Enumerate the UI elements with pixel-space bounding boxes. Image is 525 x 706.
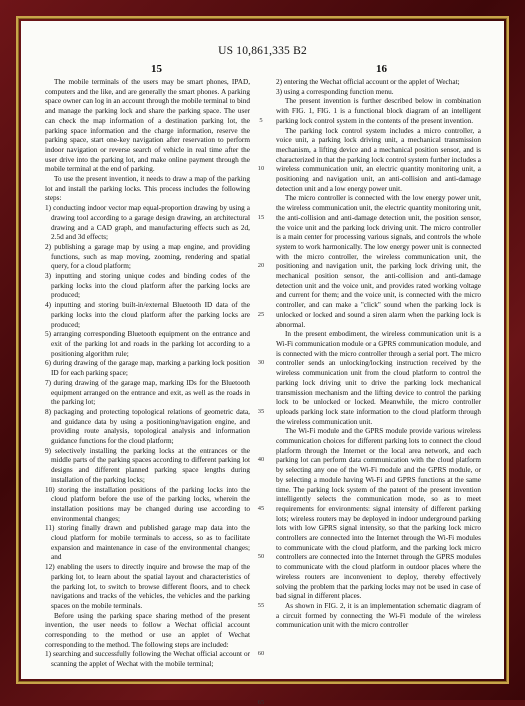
line-number: 30 bbox=[257, 359, 265, 367]
paragraph: 10) storing the installation positions of the parking locks into the cloud platform before the use of the parking locks, wherein the installation positions may be changed during use according to environmental changes; bbox=[45, 485, 250, 523]
paragraph: 11) storing finally drawn and published garage map data into the cloud platform for mobile terminals to access, so as to facilitate expansion and maintenance in case of the environmental changes; and bbox=[45, 524, 250, 562]
left-column-number: 15 bbox=[151, 63, 162, 75]
paragraph: 3) inputting and storing unique codes and binding codes of the parking locks into the cloud platform after the parking locks are produced; bbox=[45, 272, 250, 300]
paragraph: 2) entering the Wechat official account or the applet of Wechat; bbox=[276, 78, 460, 86]
paragraph: 1) searching and successfully following the Wechat official account or scanning the applet of Wechat with the mobile terminal; bbox=[45, 650, 250, 669]
right-text-column bbox=[276, 78, 481, 631]
paragraph: 6) during drawing of the garage map, marking a parking lock position ID for each parking space; bbox=[45, 359, 250, 378]
left-text-column bbox=[45, 78, 250, 670]
patent-page bbox=[21, 21, 504, 706]
paragraph: To use the present invention, it needs to draw a map of the parking lot and install the parking locks. This process includes the following steps: bbox=[45, 175, 250, 203]
paragraph: 7) during drawing of the garage map, marking IDs for the Bluetooth equipment arranged on the entrance and exit, as well as the roads in the parking lot; bbox=[45, 378, 250, 407]
paragraph: 8) packaging and protecting topological relations of geometric data, and guidance data by using a positioning/navigation engine, and providing route analysis, topological analysis and information guidance functions for the cloud platform; bbox=[45, 407, 250, 446]
line-number: 35 bbox=[257, 407, 265, 415]
line-number: 45 bbox=[257, 504, 265, 512]
paragraph: The present invention is further described below in combination with FIG. 1, FIG. 1 is a functional block diagram of an intelligent parking lock control system in the contents of the present invention. bbox=[276, 97, 481, 125]
paragraph: 2) publishing a garage map by using a map engine, and providing functions, such as map moving, zooming, rendering and spatial query, for a cloud platform; bbox=[45, 242, 250, 271]
line-number: 55 bbox=[257, 601, 265, 609]
paragraph: As shown in FIG. 2, it is an implementation schematic diagram of a circuit formed by connecting the Wi-Fi module of the wireless communication unit with the micro controller bbox=[276, 601, 481, 630]
right-column-number: 16 bbox=[376, 63, 387, 75]
line-number: 20 bbox=[257, 262, 265, 270]
line-number: 25 bbox=[257, 310, 265, 318]
paragraph: The mobile terminals of the users may be smart phones, IPAD, computers and the like, and are generally the smart phones. A parking space owner can log in an account through the mobile terminal to bind and manage the parking lock and share the parking space. The user can check the map information of a destination parking lot, the parking space information and the charge information, reserve the parking space, start one-key navigation after reservation to perform indoor navigation or reverse search of vehicle in real time after the user drive into the parking lot, and make online payment through the mobile terminal at the end of parking. bbox=[45, 78, 250, 174]
paragraph: The parking lock control system includes a micro controller, a voice unit, a parking lock driving unit, a mechanical transmission mechanism, a lifting device and a mechanical position sensor, and is characterized in that the parking lock control system further includes a wireless communication unit, an electric quantity monitoring unit, a positioning and navigation unit, an anti-collision and anti-damage detection unit and a low energy power unit. bbox=[276, 126, 481, 193]
patent-number: US 10,861,335 B2 bbox=[218, 45, 307, 57]
paragraph: 4) inputting and storing built-in/external Bluetooth ID data of the parking locks into the cloud platform after the parking locks are produced; bbox=[45, 301, 250, 329]
line-number: 10 bbox=[257, 165, 265, 173]
paragraph: The Wi-Fi module and the GPRS module provide various wireless communication choices for different parking lots to connect the cloud platform through the Internet or the local area network, and each parking lot can perform data communication with the cloud platform by selecting any one of the Wi-Fi module and the GPRS module, or by selecting a module having Wi-Fi and GPRS functions at the same time. The parking lock system of the patent of the present invention intelligently selects the communication mode, so as to meet requirements for environments: signal intensity of different parking lots; wireless routers may be deployed in indoor underground parking lots with low GPRS signal intensity, so that the parking lock micro controllers are connected into the Internet through the Wi-Fi modules to communicate with the cloud platform, and the parking lock micro controllers are connected into the Internet through the GPRS modules to communicate with the cloud platform in outdoor places where the wireless routers are inconvenient to deploy, thereby effectively solving the problem that the parking locks may not be used in case of bad signal in different places. bbox=[276, 427, 481, 601]
line-number: 50 bbox=[257, 553, 265, 561]
paragraph: 9) selectively installing the parking locks at the entrances or the middle parts of the parking spaces according to different parking lot designs and different planned parking space lengths during installation of the parking locks; bbox=[45, 446, 250, 484]
paragraph: 5) arranging corresponding Bluetooth equipment on the entrance and exit of the parking lot and roads in the parking lot according to a positioning algorithm rule; bbox=[45, 330, 250, 358]
paragraph: 3) using a corresponding function menu. bbox=[276, 87, 394, 96]
paragraph: The micro controller is connected with the low energy power unit, the wireless communication unit, the electric quantity monitoring unit, the anti-collision and anti-damage detection unit, the position sensor, the voice unit and the parking lock driving unit. The micro controller is a main center for processing various signals, and controls the whole system to work harmonically. The low energy power unit is connected with the micro controller, the wireless communication unit, the positioning and navigation unit, the parking lock driving unit, the mechanical position sensor, the anti-collision and anti-damage detection unit and the voice unit, and provides rated working voltage and current for them; and the voice unit, is connected with the micro controller, and can make a "click" sound when the parking lock is unlocked or locked and sound a siren alarm when the parking lock is abnormal. bbox=[276, 194, 481, 329]
paragraph: 1) conducting indoor vector map equal-proportion drawing by using a drawing tool according to a garage design drawing, an architectural drawing and a CAD graph, and manufacturing effects such as 2d, 2.5d and 3d effects; bbox=[45, 204, 250, 242]
paragraph: 12) enabling the users to directly inquire and browse the map of the parking lot, to learn about the spatial layout and characteristics of the parking lot, to switch to browse different floors, and to check navigations and tracks of the vehicles, the vehicles and the parking spaces on the mobile terminals. bbox=[45, 563, 250, 610]
line-number: 40 bbox=[257, 456, 265, 464]
line-number: 65 bbox=[257, 698, 265, 706]
paragraph: In the present embodiment, the wireless communication unit is a Wi-Fi communication module or a GPRS communication module, and is connected with the micro controller through a serial port. The micro controller sends an unlocking/locking instruction received by the wireless communication unit from the cloud platform to control the parking lock driving unit to drive the parking lock mechanical transmission mechanism and the lifting device to control the parking lock to be unlocked or locked. Meanwhile, the micro controller uploads parking lock state information to the cloud platform through the wireless communication unit. bbox=[276, 330, 481, 426]
line-number: 5 bbox=[259, 116, 263, 124]
line-number: 60 bbox=[257, 650, 265, 658]
paragraph: Before using the parking space sharing method of the present invention, the user needs to follow a Wechat official account corresponding to the method or use an applet of Wechat corresponding to the method. The following steps are included: bbox=[45, 611, 250, 649]
line-number: 15 bbox=[257, 213, 265, 221]
